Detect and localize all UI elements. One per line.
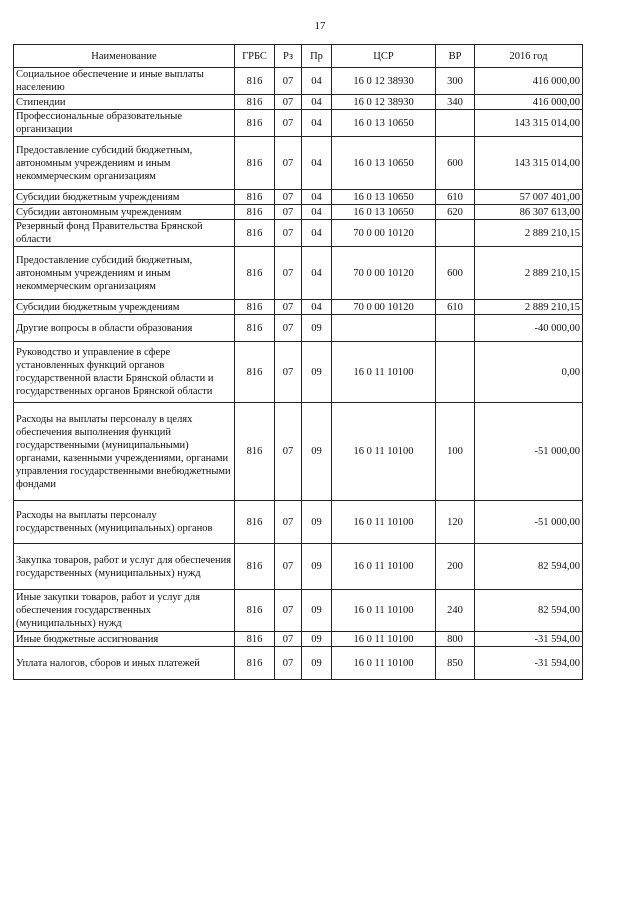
cell-grbs: 816 xyxy=(235,342,275,403)
cell-vr: 620 xyxy=(436,205,475,220)
cell-pr: 09 xyxy=(302,403,332,501)
cell-pr: 09 xyxy=(302,590,332,632)
cell-grbs: 816 xyxy=(235,315,275,342)
cell-rz: 07 xyxy=(275,110,302,137)
table-body xyxy=(14,68,583,680)
cell-pr: 09 xyxy=(302,315,332,342)
cell-rz: 07 xyxy=(275,403,302,501)
cell-grbs: 816 xyxy=(235,68,275,95)
cell-csr: 16 0 11 10100 xyxy=(332,403,436,501)
table-row xyxy=(14,501,583,544)
cell-vr xyxy=(436,220,475,247)
cell-csr: 16 0 13 10650 xyxy=(332,110,436,137)
cell-pr: 04 xyxy=(302,68,332,95)
cell-csr: 16 0 11 10100 xyxy=(332,647,436,680)
cell-rz: 07 xyxy=(275,632,302,647)
table-row xyxy=(14,110,583,137)
cell-rz: 07 xyxy=(275,315,302,342)
cell-vr xyxy=(436,342,475,403)
cell-name: Закупка товаров, работ и услуг для обеспечения государственных (муниципальных) нужд xyxy=(14,544,235,590)
cell-grbs: 816 xyxy=(235,544,275,590)
cell-name: Предоставление субсидий бюджетным, автономным учреждениям и иным некоммерческим организациям xyxy=(14,247,235,300)
column-header-name: Наименование xyxy=(14,45,235,68)
cell-csr: 16 0 11 10100 xyxy=(332,501,436,544)
cell-csr xyxy=(332,315,436,342)
cell-name: Иные бюджетные ассигнования xyxy=(14,632,235,647)
table-row xyxy=(14,300,583,315)
cell-csr: 16 0 11 10100 xyxy=(332,342,436,403)
cell-grbs: 816 xyxy=(235,300,275,315)
cell-grbs: 816 xyxy=(235,95,275,110)
cell-csr: 16 0 11 10100 xyxy=(332,544,436,590)
cell-vr xyxy=(436,315,475,342)
cell-pr: 04 xyxy=(302,220,332,247)
cell-amount: -51 000,00 xyxy=(475,501,583,544)
cell-vr: 100 xyxy=(436,403,475,501)
table-header xyxy=(14,45,583,68)
cell-pr: 09 xyxy=(302,647,332,680)
table-row xyxy=(14,220,583,247)
cell-csr: 70 0 00 10120 xyxy=(332,220,436,247)
cell-name: Профессиональные образовательные организации xyxy=(14,110,235,137)
column-header-pr: Пр xyxy=(302,45,332,68)
cell-vr: 600 xyxy=(436,137,475,190)
cell-rz: 07 xyxy=(275,342,302,403)
cell-name: Расходы на выплаты персоналу государственных (муниципальных) органов xyxy=(14,501,235,544)
cell-name: Субсидии бюджетным учреждениям xyxy=(14,300,235,315)
cell-csr: 16 0 11 10100 xyxy=(332,590,436,632)
cell-name: Руководство и управление в сфере установленных функций органов государственной власти Брянской области и государственных органов Брянской области xyxy=(14,342,235,403)
cell-rz: 07 xyxy=(275,647,302,680)
column-header-vr: ВР xyxy=(436,45,475,68)
cell-name: Резервный фонд Правительства Брянской области xyxy=(14,220,235,247)
cell-rz: 07 xyxy=(275,300,302,315)
cell-amount: -31 594,00 xyxy=(475,647,583,680)
budget-table xyxy=(13,44,583,680)
cell-grbs: 816 xyxy=(235,632,275,647)
cell-rz: 07 xyxy=(275,590,302,632)
cell-vr: 200 xyxy=(436,544,475,590)
table-row xyxy=(14,590,583,632)
cell-csr: 16 0 13 10650 xyxy=(332,190,436,205)
cell-name: Другие вопросы в области образования xyxy=(14,315,235,342)
cell-rz: 07 xyxy=(275,68,302,95)
table-row xyxy=(14,647,583,680)
cell-amount: 86 307 613,00 xyxy=(475,205,583,220)
cell-amount: 57 007 401,00 xyxy=(475,190,583,205)
cell-vr: 340 xyxy=(436,95,475,110)
cell-vr: 300 xyxy=(436,68,475,95)
cell-amount: 82 594,00 xyxy=(475,590,583,632)
cell-name: Предоставление субсидий бюджетным, автономным учреждениям и иным некоммерческим организациям xyxy=(14,137,235,190)
cell-pr: 04 xyxy=(302,190,332,205)
column-header-rz: Рз xyxy=(275,45,302,68)
cell-grbs: 816 xyxy=(235,501,275,544)
cell-amount: 416 000,00 xyxy=(475,95,583,110)
table-row xyxy=(14,544,583,590)
cell-vr: 610 xyxy=(436,300,475,315)
table-row xyxy=(14,137,583,190)
cell-name: Стипендии xyxy=(14,95,235,110)
cell-name: Субсидии бюджетным учреждениям xyxy=(14,190,235,205)
cell-name: Социальное обеспечение и иные выплаты населению xyxy=(14,68,235,95)
cell-name: Уплата налогов, сборов и иных платежей xyxy=(14,647,235,680)
cell-rz: 07 xyxy=(275,205,302,220)
cell-csr: 70 0 00 10120 xyxy=(332,300,436,315)
cell-csr: 16 0 13 10650 xyxy=(332,137,436,190)
table-row xyxy=(14,403,583,501)
cell-grbs: 816 xyxy=(235,220,275,247)
cell-pr: 09 xyxy=(302,544,332,590)
cell-rz: 07 xyxy=(275,544,302,590)
table-row xyxy=(14,205,583,220)
table-row xyxy=(14,190,583,205)
cell-vr: 120 xyxy=(436,501,475,544)
cell-csr: 16 0 11 10100 xyxy=(332,632,436,647)
cell-csr: 70 0 00 10120 xyxy=(332,247,436,300)
column-header-csr: ЦСР xyxy=(332,45,436,68)
cell-amount: 143 315 014,00 xyxy=(475,110,583,137)
table-row xyxy=(14,315,583,342)
cell-vr: 600 xyxy=(436,247,475,300)
cell-grbs: 816 xyxy=(235,137,275,190)
cell-csr: 16 0 12 38930 xyxy=(332,95,436,110)
cell-amount: 143 315 014,00 xyxy=(475,137,583,190)
cell-name: Иные закупки товаров, работ и услуг для обеспечения государственных (муниципальных) нужд xyxy=(14,590,235,632)
cell-amount: -40 000,00 xyxy=(475,315,583,342)
cell-pr: 04 xyxy=(302,300,332,315)
cell-pr: 04 xyxy=(302,137,332,190)
cell-grbs: 816 xyxy=(235,590,275,632)
cell-rz: 07 xyxy=(275,95,302,110)
column-header-grbs: ГРБС xyxy=(235,45,275,68)
header-row xyxy=(14,45,583,68)
cell-csr: 16 0 13 10650 xyxy=(332,205,436,220)
page-number: 17 xyxy=(314,20,326,32)
cell-vr: 850 xyxy=(436,647,475,680)
table-row xyxy=(14,632,583,647)
cell-rz: 07 xyxy=(275,247,302,300)
cell-csr: 16 0 12 38930 xyxy=(332,68,436,95)
cell-pr: 04 xyxy=(302,110,332,137)
cell-pr: 09 xyxy=(302,342,332,403)
cell-name: Субсидии автономным учреждениям xyxy=(14,205,235,220)
cell-amount: 2 889 210,15 xyxy=(475,247,583,300)
table-row xyxy=(14,68,583,95)
cell-amount: -51 000,00 xyxy=(475,403,583,501)
cell-rz: 07 xyxy=(275,501,302,544)
cell-rz: 07 xyxy=(275,220,302,247)
cell-grbs: 816 xyxy=(235,110,275,137)
cell-pr: 09 xyxy=(302,501,332,544)
cell-pr: 09 xyxy=(302,632,332,647)
table-row xyxy=(14,247,583,300)
cell-amount: 82 594,00 xyxy=(475,544,583,590)
cell-vr: 240 xyxy=(436,590,475,632)
cell-pr: 04 xyxy=(302,247,332,300)
cell-name: Расходы на выплаты персоналу в целях обеспечения выполнения функций государственными (муниципальными) органами, казенными учреждениями, органами управления государственными внебюджетными фондами xyxy=(14,403,235,501)
column-header-year: 2016 год xyxy=(475,45,583,68)
cell-grbs: 816 xyxy=(235,247,275,300)
cell-amount: -31 594,00 xyxy=(475,632,583,647)
cell-grbs: 816 xyxy=(235,205,275,220)
cell-rz: 07 xyxy=(275,190,302,205)
cell-grbs: 816 xyxy=(235,647,275,680)
cell-rz: 07 xyxy=(275,137,302,190)
table-row xyxy=(14,342,583,403)
cell-vr xyxy=(436,110,475,137)
cell-pr: 04 xyxy=(302,95,332,110)
cell-amount: 2 889 210,15 xyxy=(475,220,583,247)
cell-grbs: 816 xyxy=(235,190,275,205)
cell-amount: 416 000,00 xyxy=(475,68,583,95)
cell-pr: 04 xyxy=(302,205,332,220)
table-row xyxy=(14,95,583,110)
cell-vr: 610 xyxy=(436,190,475,205)
cell-grbs: 816 xyxy=(235,403,275,501)
cell-amount: 0,00 xyxy=(475,342,583,403)
cell-vr: 800 xyxy=(436,632,475,647)
cell-amount: 2 889 210,15 xyxy=(475,300,583,315)
